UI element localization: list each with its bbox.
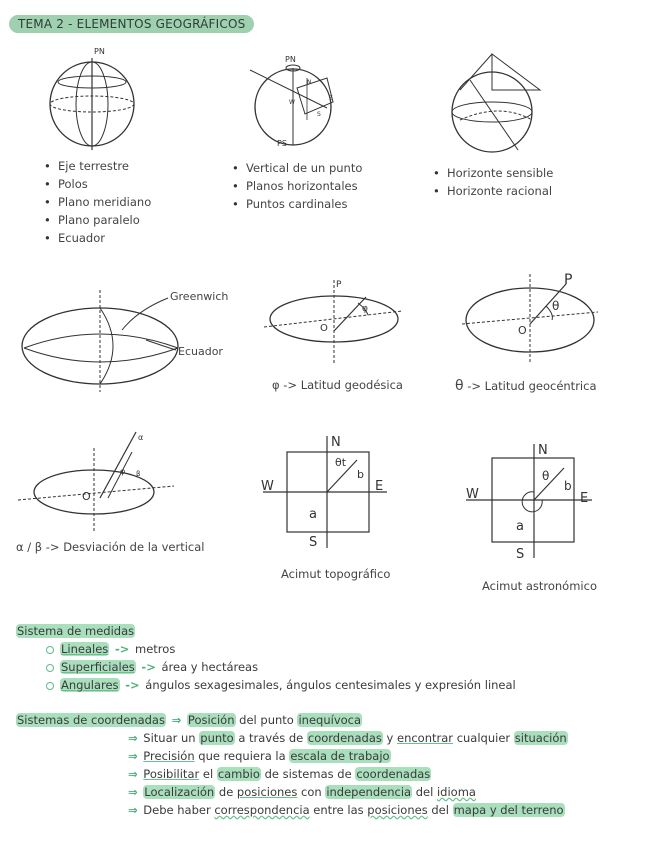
astro-n-label: N <box>538 443 548 458</box>
horizon-concepts-list <box>433 164 553 200</box>
geodesic-p-label: P <box>336 280 342 290</box>
geodesic-latitude-diagram <box>262 275 412 365</box>
globe-axis-diagram <box>40 42 140 157</box>
globe2-cardinal-w: W <box>289 99 295 106</box>
astro-w-label: W <box>466 487 479 502</box>
globe2-cardinal-n: N <box>307 79 312 86</box>
deviation-beta-label: β <box>136 470 141 478</box>
axis-concepts-list <box>44 157 151 247</box>
deviation-angle-label: φ <box>120 467 126 476</box>
geocentric-symbol: θ <box>455 378 464 394</box>
topo-s-label: S <box>309 535 318 550</box>
topo-e-label: E <box>375 479 384 494</box>
geodesic-angle-label: φ <box>362 304 368 314</box>
ecuador-label: Ecuador <box>178 345 223 358</box>
topo-b-label: b <box>357 468 364 481</box>
geodesic-caption-text: -> Latitud geodésica <box>283 378 403 392</box>
deviation-caption: α / β -> Desviación de la vertical <box>16 540 205 554</box>
coords-item-1: ⇒ Situar un punto a través de coordenadas y encontrar cualquier situación <box>128 731 567 745</box>
greenwich-label: Greenwich <box>170 290 229 303</box>
measure-item-lineales: Lineales -> metros <box>46 642 175 656</box>
list-item: • Horizonte racional <box>433 182 553 200</box>
list-item: • Horizonte sensible <box>433 164 553 182</box>
globe1-pole-label: PN <box>94 47 105 56</box>
geocentric-caption-text: -> Latitud geocéntrica <box>467 379 597 393</box>
list-item: • Plano meridiano <box>44 193 151 211</box>
geocentric-caption <box>455 378 597 394</box>
astro-b-label: b <box>564 479 572 493</box>
list-item: • Vertical de un punto <box>232 159 362 177</box>
topo-w-label: W <box>261 479 274 494</box>
measure-item-superficiales: Superficiales -> área y hectáreas <box>46 660 258 674</box>
topographic-caption: Acimut topográfico <box>281 567 391 581</box>
coords-item-4: ⇒ Localización de posiciones con independencia del idioma <box>128 785 476 799</box>
coords-item-2: ⇒ Precisión que requiera la escala de trabajo <box>128 749 390 763</box>
topo-a-label: a <box>309 507 317 522</box>
globe-horizon-diagram <box>440 50 550 160</box>
vertical-deviation-diagram <box>14 428 184 533</box>
ellipsoid-diagram <box>18 280 248 395</box>
geodesic-caption <box>272 378 403 392</box>
globe-vertical-diagram <box>245 50 350 155</box>
globe2-cardinal-s: S <box>317 111 321 118</box>
geodesic-symbol: φ <box>272 378 280 392</box>
measure-item-angulares: Angulares -> ángulos sexagesimales, ángulos centesimales y expresión lineal <box>46 678 516 692</box>
list-item: • Puntos cardinales <box>232 195 362 213</box>
deviation-alpha-label: α <box>138 433 144 442</box>
astronomic-caption: Acimut astronómico <box>482 579 597 593</box>
geocentric-angle-label: θ <box>552 299 560 313</box>
globe2-south-label: PS <box>277 139 287 148</box>
list-item: • Ecuador <box>44 229 151 247</box>
bullet-dot <box>46 682 54 690</box>
list-item: • Planos horizontales <box>232 177 362 195</box>
astro-theta-label: θ <box>542 469 550 483</box>
geodesic-o-label: O <box>320 323 328 334</box>
list-item: • Eje terrestre <box>44 157 151 175</box>
geocentric-p-label: P <box>564 272 573 288</box>
astro-a-label: a <box>516 519 524 534</box>
geocentric-latitude-diagram <box>460 268 610 368</box>
bullet-dot <box>46 646 54 654</box>
bullet-dot <box>46 664 54 672</box>
topo-n-label: N <box>331 435 341 450</box>
astro-e-label: E <box>580 491 589 506</box>
deviation-o-label: O <box>82 490 91 503</box>
globe2-north-label: PN <box>285 55 296 64</box>
topo-theta-label: θt <box>335 456 347 469</box>
coords-heading: Sistemas de coordenadas ⇒ Posición del punto inequívoca <box>17 713 362 727</box>
vertical-concepts-list <box>232 159 362 213</box>
list-item: • Polos <box>44 175 151 193</box>
page-title: TEMA 2 - ELEMENTOS GEOGRÁFICOS <box>9 15 254 33</box>
astronomic-azimuth-diagram <box>462 440 602 565</box>
geocentric-o-label: O <box>518 324 527 337</box>
globe2-cardinal-e: E <box>329 95 333 102</box>
coords-item-3: ⇒ Posibilitar el cambio de sistemas de coordenadas <box>128 767 431 781</box>
astro-s-label: S <box>516 547 525 562</box>
topographic-azimuth-diagram <box>255 428 395 553</box>
measures-heading: Sistema de medidas <box>17 624 135 638</box>
list-item: • Plano paralelo <box>44 211 151 229</box>
coords-item-5: ⇒ Debe haber correspondencia entre las posiciones del mapa y del terreno <box>128 803 564 817</box>
